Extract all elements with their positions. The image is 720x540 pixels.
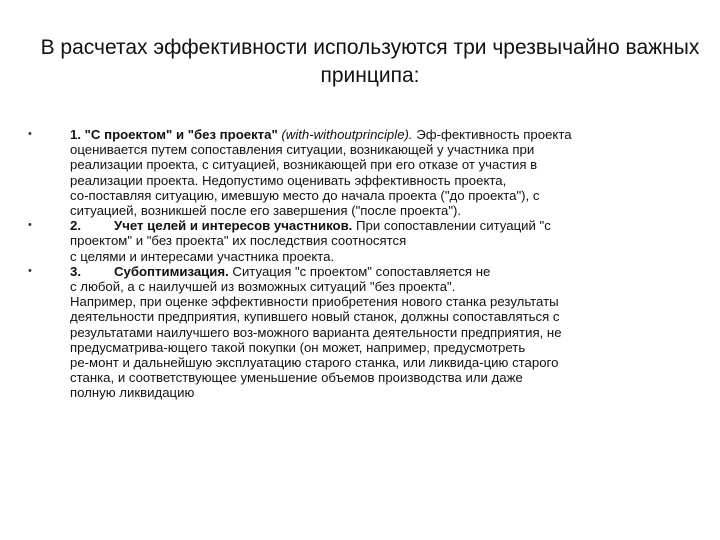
text-line: оценивается путем сопоставления ситуации, возникающей у участника при — [70, 142, 535, 158]
text-line: полную ликвидацию — [70, 385, 195, 401]
text-line: предусматрива-ющего такой покупки (он может, например, предусмотреть — [70, 339, 526, 355]
text-line: ре-монт и дальнейшую эксплуатацию старого станка, или ликвида-цию старого — [70, 355, 559, 371]
text-fragment: Эф-фективность проекта — [412, 127, 572, 142]
principle-heading: Учет целей и интересов участников. — [114, 218, 353, 234]
text-line: со-поставляя ситуацию, имевшую место до начала проекта ("до проекта"), с — [70, 187, 540, 203]
text-line: реализации проекта, с ситуацией, возникающей при его отказе от участия в — [70, 157, 538, 173]
principle-heading: 1. "С проектом" и "без проекта" — [70, 127, 278, 142]
principle-heading: Субоптимизация. — [114, 263, 229, 279]
list-item — [28, 218, 690, 264]
text-fragment: При сопоставлении ситуаций "с — [352, 218, 551, 234]
bullet-marker: • — [28, 264, 32, 277]
title-line: В расчетах эффективности используются три чрезвычайно важных — [40, 36, 700, 59]
text-line: Например, при оценке эффективности приобретения нового станка результаты — [70, 294, 559, 310]
text-line — [70, 127, 690, 142]
list-item — [28, 264, 690, 401]
text-line: с целями и интересами участника проекта. — [70, 248, 335, 264]
text-line: деятельности предприятия, купившего новый станок, должны сопоставляться с — [70, 309, 560, 325]
text-line: станка, и соответствующее уменьшение объемов производства или даже — [70, 370, 523, 386]
text-line: реализации проекта. Недопустимо оценивать эффективность проекта, — [70, 172, 507, 188]
text-line — [70, 218, 690, 233]
text-line: ситуацией, возникшей после его завершения ("после проекта"). — [70, 203, 462, 219]
principle-english-term: (with-withoutprinciple). — [277, 127, 413, 142]
principle-number: 2. — [70, 218, 81, 234]
text-line — [70, 264, 690, 279]
bullet-marker: • — [28, 219, 32, 232]
bullet-marker: • — [28, 128, 32, 140]
text-fragment: Ситуация "с проектом" сопоставляется не — [228, 263, 491, 279]
list-item — [28, 127, 690, 218]
text-line: результатами наилучшего воз-можного варианта деятельности предприятия, не — [70, 324, 562, 340]
text-line: с любой, а с наилучшей из возможных ситуаций "без проекта". — [70, 279, 456, 295]
slide-title — [40, 34, 700, 90]
bullet-list — [28, 127, 690, 401]
text-line: проектом" и "без проекта" их последствия соотносятся — [70, 233, 407, 249]
principle-number: 3. — [70, 263, 81, 279]
title-line: принципа: — [320, 64, 420, 87]
